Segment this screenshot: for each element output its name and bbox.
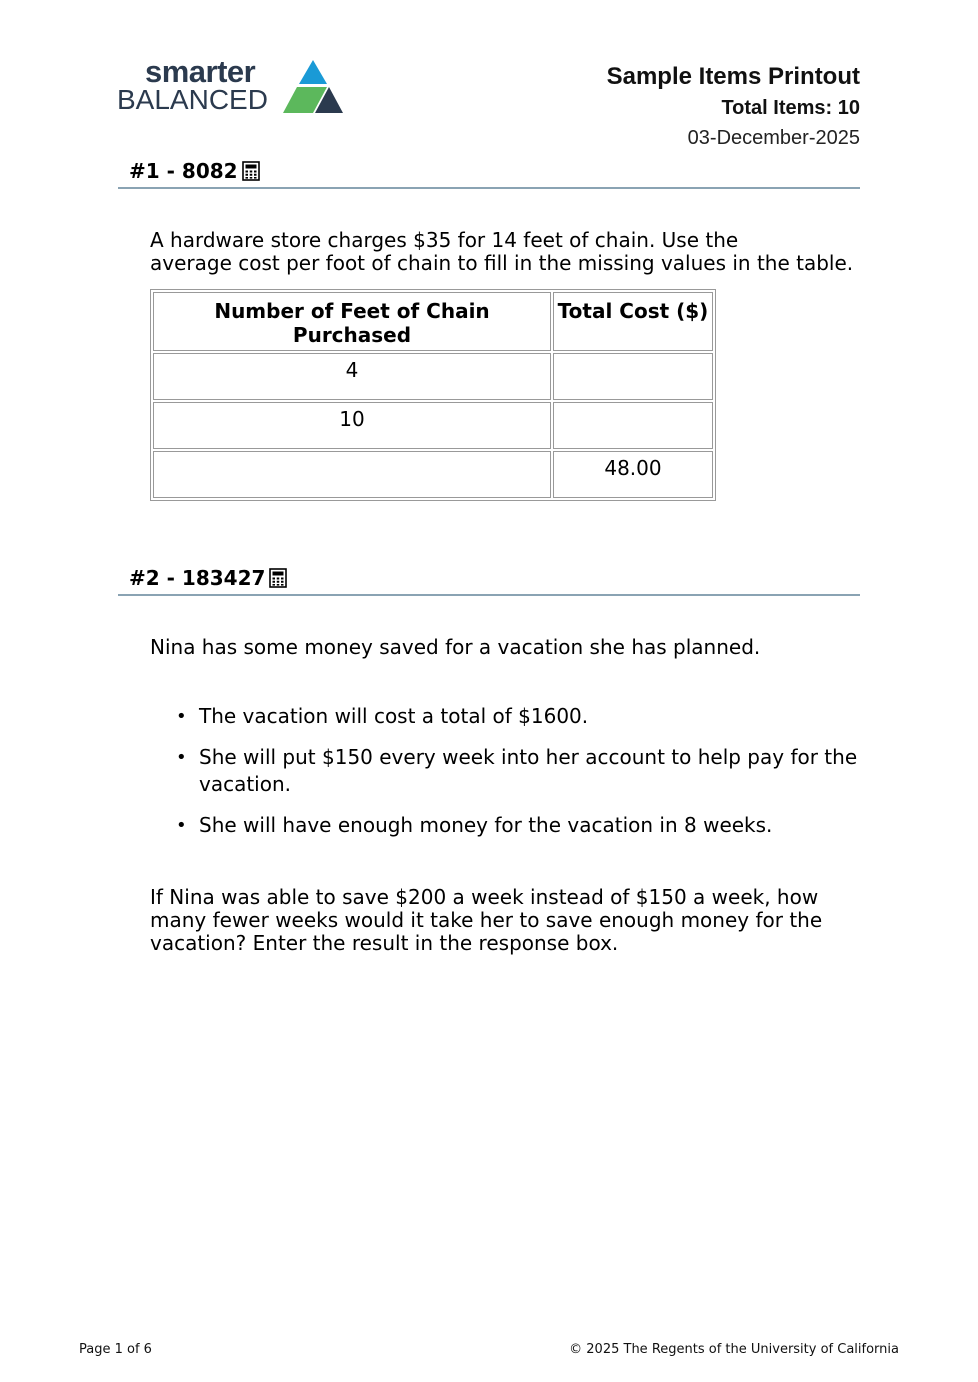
table-row [153,402,713,449]
item-2-bullet-list [150,703,919,853]
printout-header [607,60,860,153]
total-items: Total Items: 10 [721,97,860,119]
item-label [129,159,260,186]
print-date: 03-December-2025 [687,127,860,149]
list-item: • She will have enough money for the vacation in 8 weeks. [199,812,919,839]
prompt-line: average cost per foot of chain to fill in the missing values in the table. [150,251,854,275]
prompt-line: A hardware store charges $35 for 14 feet of chain. Use the [150,228,739,252]
item-id: #1 - 8082 [129,159,238,183]
column-header: Number of Feet of Chain Purchased [153,292,551,351]
table-row [153,353,713,400]
smarter-balanced-logo [117,54,343,116]
table-cell[interactable] [153,451,551,498]
item-id: #2 - 183427 [129,566,266,590]
table-cell[interactable]: 48.00 [553,451,713,498]
table-cell[interactable]: 4 [153,353,551,400]
table-cell[interactable] [553,353,713,400]
item-2-question: If Nina was able to save $200 a week instead of $150 a week, how many fewer weeks would it take her to save enough money for the vacation? Enter the result in the response box. [150,885,823,955]
logo-word-smarter: smarter [145,54,256,89]
copyright-notice: © 2025 The Regents of the University of California [569,1342,899,1357]
item-header-2 [118,564,860,596]
item-header-1 [118,157,860,189]
logo-triangle-icon [283,60,343,116]
list-item: • She will put $150 every week into her account to help pay for the vacation. [199,744,919,798]
page-title: Sample Items Printout [606,63,860,90]
item-label [129,566,287,593]
item-2-intro: Nina has some money saved for a vacation she has planned. [150,635,761,659]
chain-cost-table [150,289,716,501]
table-cell[interactable]: 10 [153,402,551,449]
calculator-icon [269,568,287,593]
table-row [153,451,713,498]
logo-word-balanced: BALANCED [117,84,268,115]
list-item: • The vacation will cost a total of $1600. [199,703,919,730]
item-1-prompt [150,229,860,275]
table-header-row [153,292,713,351]
page-number: Page 1 of 6 [79,1342,152,1357]
table-cell[interactable] [553,402,713,449]
column-header: Total Cost ($) [553,292,713,351]
calculator-icon [242,161,260,186]
